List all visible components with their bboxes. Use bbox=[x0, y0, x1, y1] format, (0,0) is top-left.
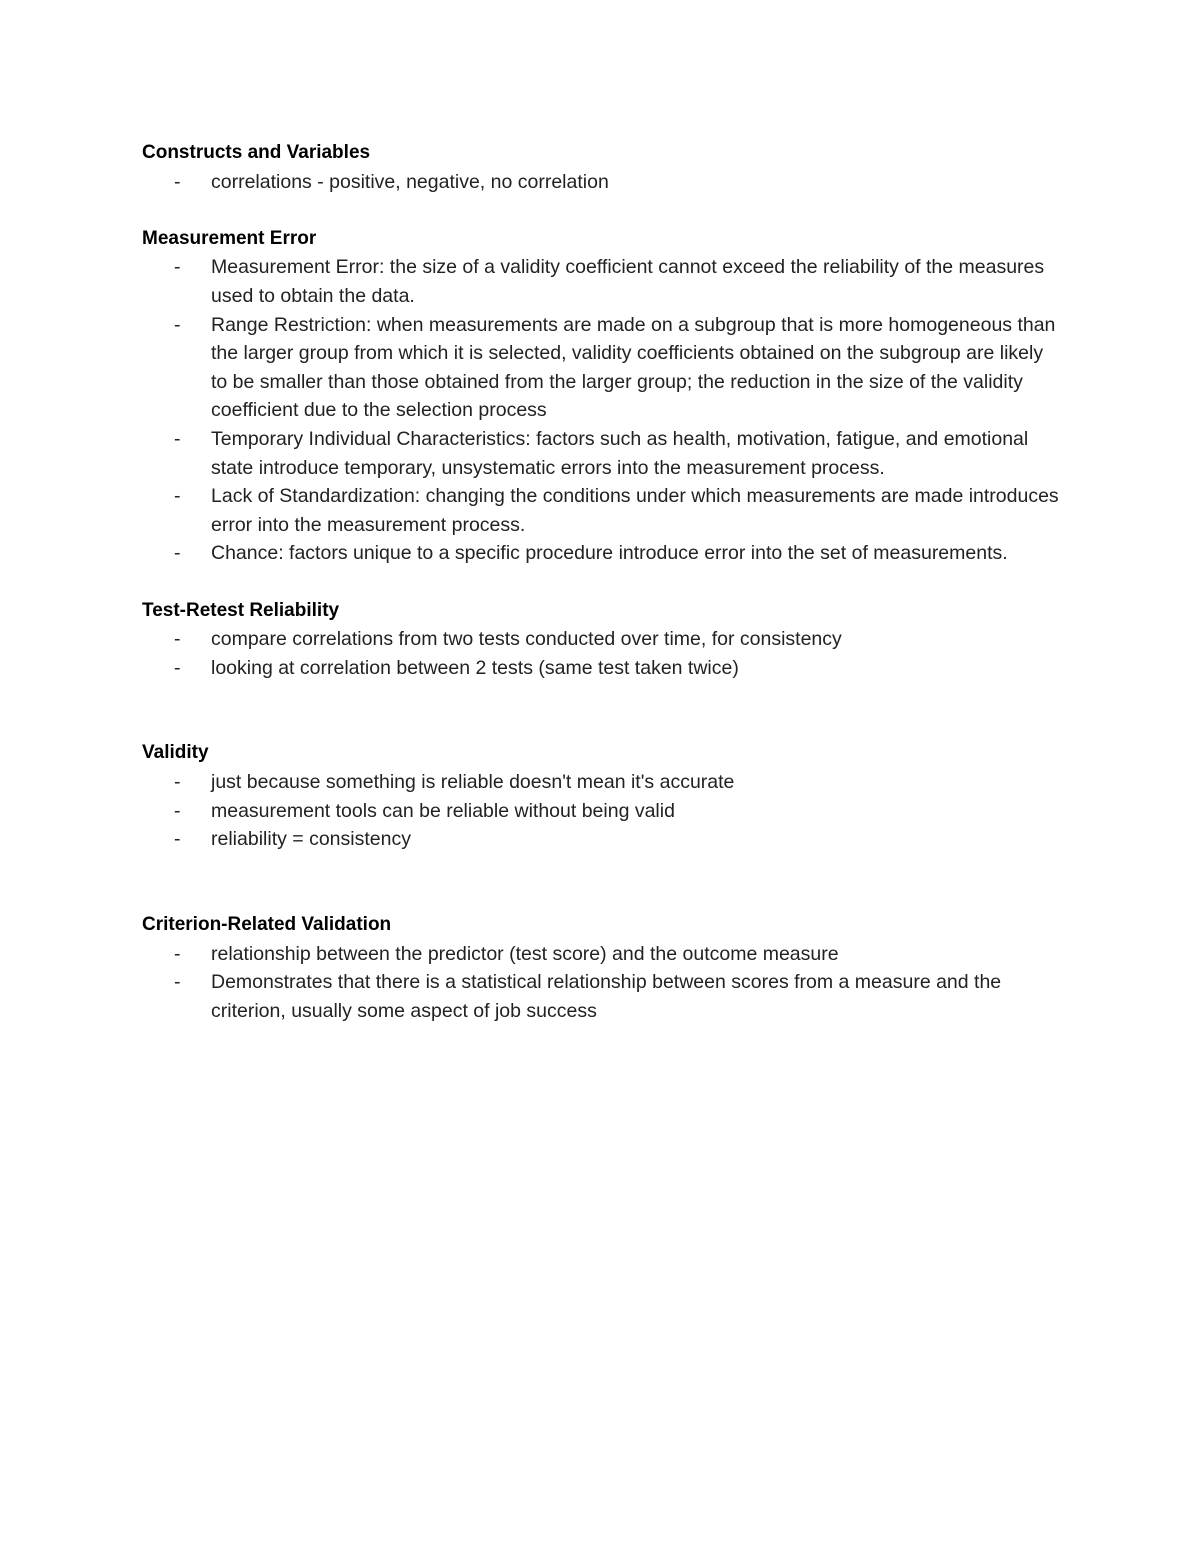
list-item bbox=[142, 797, 1062, 826]
section-constructs-and-variables bbox=[142, 139, 1062, 196]
list-item bbox=[142, 940, 1062, 969]
section-heading: Measurement Error bbox=[142, 227, 317, 249]
list-item bbox=[142, 654, 1062, 683]
list-item-text: measurement tools can be reliable without being valid bbox=[211, 799, 675, 822]
section-criterion-related-validation bbox=[142, 911, 1062, 1025]
list-item bbox=[142, 625, 1062, 654]
list-item-text: Range Restriction: when measurements are made on a subgroup that is more homogeneous than the larger group from which it is selected, validity coefficients obtained on the subgroup are likely to be smaller than those obtained from the larger group; the reduction in the size of the validity coefficient due to the selection process bbox=[211, 313, 1056, 422]
bullet-dash: - bbox=[174, 313, 181, 336]
bullet-list bbox=[142, 768, 1062, 854]
list-item-text: Chance: factors unique to a specific procedure introduce error into the set of measurements. bbox=[211, 542, 1008, 565]
section-validity bbox=[142, 739, 1062, 853]
list-item-text: just because something is reliable doesn't mean it's accurate bbox=[211, 771, 735, 794]
spacer bbox=[142, 568, 1062, 597]
bullet-list bbox=[142, 940, 1062, 1026]
bullet-dash: - bbox=[174, 799, 181, 822]
spacer bbox=[142, 196, 1062, 225]
section-heading: Validity bbox=[142, 742, 209, 764]
bullet-dash: - bbox=[174, 256, 181, 279]
list-item-text: compare correlations from two tests conducted over time, for consistency bbox=[211, 628, 842, 651]
list-item bbox=[142, 768, 1062, 797]
list-item bbox=[142, 311, 1062, 425]
bullet-dash: - bbox=[174, 542, 181, 565]
bullet-dash: - bbox=[174, 828, 181, 851]
spacer bbox=[142, 682, 1062, 739]
list-item-text: relationship between the predictor (test score) and the outcome measure bbox=[211, 942, 839, 965]
bullet-dash: - bbox=[174, 971, 181, 994]
spacer bbox=[142, 854, 1062, 911]
bullet-dash: - bbox=[174, 427, 181, 450]
bullet-dash: - bbox=[174, 942, 181, 965]
list-item-text: looking at correlation between 2 tests (same test taken twice) bbox=[211, 656, 739, 679]
bullet-dash: - bbox=[174, 170, 181, 193]
list-item bbox=[142, 482, 1062, 539]
bullet-list bbox=[142, 168, 1062, 197]
list-item-text: Demonstrates that there is a statistical relationship between scores from a measure and the criterion, usually some aspect of job success bbox=[211, 971, 1002, 1022]
list-item-text: Measurement Error: the size of a validity coefficient cannot exceed the reliability of the measures used to obtain the data. bbox=[211, 256, 1045, 307]
list-item bbox=[142, 968, 1062, 1025]
bullet-dash: - bbox=[174, 485, 181, 508]
section-test-retest-reliability bbox=[142, 597, 1062, 683]
list-item-text: correlations - positive, negative, no correlation bbox=[211, 170, 609, 193]
list-item-text: Lack of Standardization: changing the conditions under which measurements are made introduces error into the measurement process. bbox=[211, 485, 1059, 536]
section-heading: Test-Retest Reliability bbox=[142, 599, 340, 621]
list-item bbox=[142, 825, 1062, 854]
section-heading: Constructs and Variables bbox=[142, 142, 371, 163]
list-item bbox=[142, 425, 1062, 482]
bullet-list bbox=[142, 253, 1062, 568]
section-heading: Criterion-Related Validation bbox=[142, 914, 392, 936]
bullet-dash: - bbox=[174, 656, 181, 679]
list-item bbox=[142, 539, 1062, 568]
bullet-dash: - bbox=[174, 628, 181, 651]
list-item bbox=[142, 253, 1062, 310]
list-item-text: Temporary Individual Characteristics: factors such as health, motivation, fatigue, and emotional state introduce temporary, unsystematic errors into the measurement process. bbox=[211, 427, 1029, 479]
list-item bbox=[142, 168, 1062, 197]
document-content bbox=[142, 139, 1062, 1025]
list-item-text: reliability = consistency bbox=[211, 828, 411, 851]
bullet-dash: - bbox=[174, 771, 181, 794]
bullet-list bbox=[142, 625, 1062, 682]
section-measurement-error bbox=[142, 225, 1062, 568]
